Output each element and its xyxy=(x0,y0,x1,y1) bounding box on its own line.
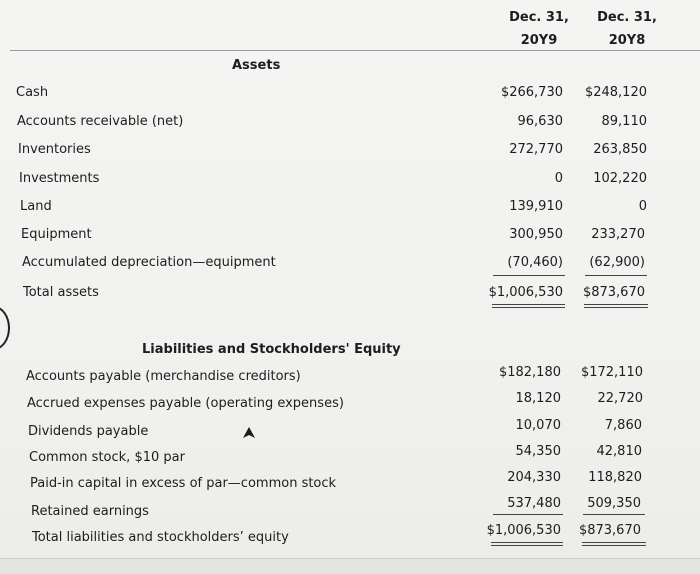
subtotal-underline-20y9 xyxy=(493,514,563,515)
value-20y9: 300,950 xyxy=(509,227,563,242)
row-label: Cash xyxy=(16,85,49,100)
liabilities-title: Liabilities and Stockholders' Equity xyxy=(142,342,401,357)
row-label: Dividends payable xyxy=(28,424,149,439)
table-row xyxy=(0,496,700,522)
edge-arc-shape xyxy=(0,306,10,350)
value-20y8: 7,860 xyxy=(604,418,642,433)
value-20y9: 0 xyxy=(554,171,563,186)
subtotal-underline-20y8 xyxy=(583,514,645,515)
table-row xyxy=(0,114,700,132)
table-row xyxy=(0,142,700,160)
value-20y8: $873,670 xyxy=(582,285,645,300)
column-header-20y9-line2: 20Y9 xyxy=(520,33,558,48)
mouse-cursor-icon xyxy=(242,426,256,440)
row-label: Total liabilities and stockholders’ equity xyxy=(32,530,289,545)
row-label: Accounts payable (merchandise creditors) xyxy=(26,369,301,384)
row-label: Accounts receivable (net) xyxy=(17,114,184,129)
value-20y9: 272,770 xyxy=(509,142,563,157)
value-20y8: (62,900) xyxy=(589,255,645,270)
column-header-20y9-line1: Dec. 31, xyxy=(509,10,569,25)
table-row xyxy=(0,365,700,387)
row-label: Investments xyxy=(19,171,100,186)
value-20y8: 89,110 xyxy=(601,114,647,129)
value-20y9: 204,330 xyxy=(507,470,561,485)
value-20y8: 118,820 xyxy=(588,470,642,485)
value-20y8: 233,270 xyxy=(591,227,645,242)
table-row xyxy=(0,470,700,494)
value-20y8: 42,810 xyxy=(596,444,642,459)
row-label: Retained earnings xyxy=(31,504,149,519)
table-row xyxy=(0,85,700,103)
value-20y9: 54,350 xyxy=(515,444,561,459)
value-20y9: 537,480 xyxy=(507,496,561,511)
table-row-total xyxy=(0,285,700,303)
row-label: Accumulated depreciation—equipment xyxy=(22,255,276,270)
table-row xyxy=(0,255,700,273)
total-double-underline-20y9 xyxy=(491,542,563,546)
table-row xyxy=(0,418,700,442)
value-20y8: 22,720 xyxy=(597,391,643,406)
row-label: Equipment xyxy=(21,227,92,242)
table-row xyxy=(0,391,700,414)
value-20y9: $266,730 xyxy=(500,85,563,100)
value-20y8: 102,220 xyxy=(593,171,647,186)
value-20y8: $172,110 xyxy=(580,365,643,380)
value-20y9: 18,120 xyxy=(515,391,561,406)
value-20y8: $248,120 xyxy=(584,85,647,100)
value-20y9: 10,070 xyxy=(515,418,561,433)
value-20y9: (70,460) xyxy=(507,255,563,270)
value-20y8: $873,670 xyxy=(578,523,641,538)
header-rule xyxy=(10,50,700,51)
column-header-20y8-line2: 20Y8 xyxy=(608,33,646,48)
assets-title: Assets xyxy=(232,58,281,73)
value-20y9: 139,910 xyxy=(509,199,563,214)
row-label: Accrued expenses payable (operating expenses) xyxy=(27,396,344,411)
subtotal-underline-20y9 xyxy=(493,275,565,276)
column-header-20y8-line1: Dec. 31, xyxy=(597,10,657,25)
table-row xyxy=(0,171,700,189)
row-label: Paid-in capital in excess of par—common stock xyxy=(30,476,337,491)
total-double-underline-20y8 xyxy=(582,542,646,546)
table-row xyxy=(0,199,700,217)
row-label: Total assets xyxy=(23,285,99,300)
total-double-underline-20y9 xyxy=(492,304,565,308)
value-20y8: 0 xyxy=(638,199,647,214)
column-header-20y8 xyxy=(582,6,672,52)
value-20y9: 96,630 xyxy=(517,114,563,129)
bottom-edge-bar xyxy=(0,558,700,574)
row-label: Common stock, $10 par xyxy=(29,450,185,465)
row-label: Inventories xyxy=(18,142,91,157)
table-row xyxy=(0,227,700,245)
subtotal-underline-20y8 xyxy=(585,275,647,276)
total-double-underline-20y8 xyxy=(584,304,648,308)
value-20y8: 263,850 xyxy=(593,142,647,157)
value-20y9: $1,006,530 xyxy=(488,285,563,300)
column-header-20y9 xyxy=(494,6,584,52)
value-20y8: 509,350 xyxy=(587,496,641,511)
row-label: Land xyxy=(20,199,52,214)
value-20y9: $1,006,530 xyxy=(486,523,561,538)
table-row xyxy=(0,444,700,468)
value-20y9: $182,180 xyxy=(498,365,561,380)
